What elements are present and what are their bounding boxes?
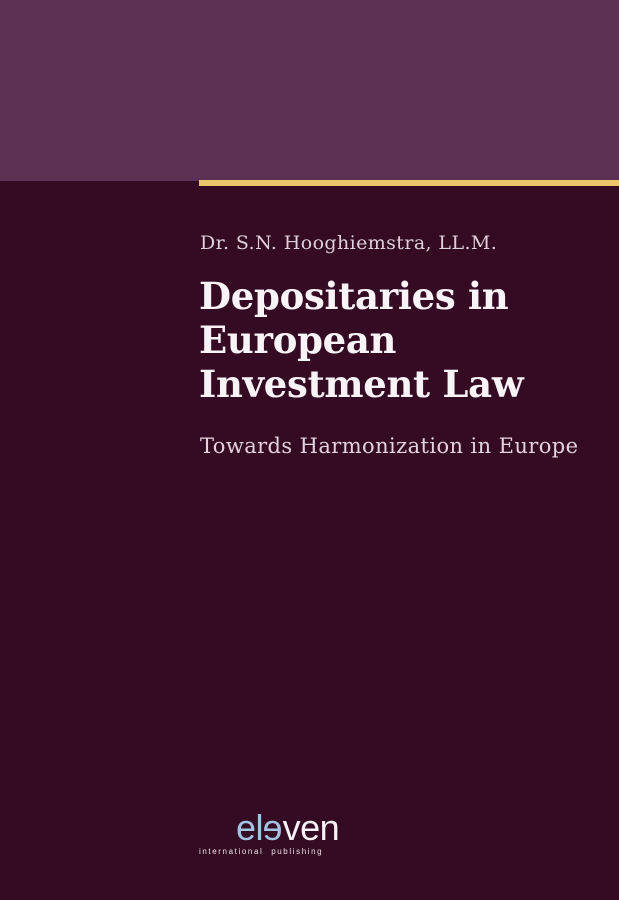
book-title-line-1: Depositaries in: [199, 274, 509, 318]
top-band: [0, 0, 619, 181]
publisher-logo-ven: ven: [282, 807, 340, 848]
publisher-logo-el: el: [236, 807, 264, 848]
book-subtitle: Towards Harmonization in Europe: [200, 434, 579, 458]
publisher-logo-mirrored-e: e: [263, 807, 283, 848]
book-title-line-2: European: [199, 318, 397, 362]
author-name: Dr. S.N. Hooghiemstra, LL.M.: [200, 232, 498, 254]
publisher-logo: [236, 807, 340, 848]
publisher-tagline: international publishing: [199, 847, 324, 856]
gold-accent-rule: [199, 180, 619, 186]
book-title: [199, 274, 523, 406]
book-title-line-3: Investment Law: [199, 362, 524, 406]
